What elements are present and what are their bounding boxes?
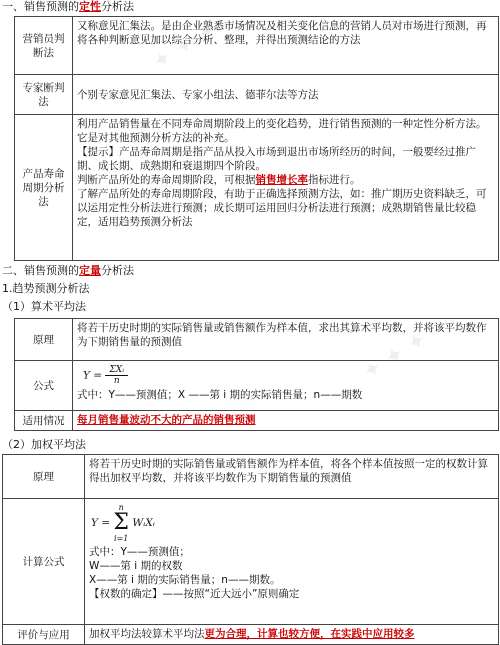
heading-text: 分析法 xyxy=(101,264,134,277)
formula-description: X——第 i 期的实际销售量；n——期数。 xyxy=(89,574,281,586)
text: 加权平均法较算术平均法 xyxy=(89,628,205,640)
row-label: 公式 xyxy=(15,361,73,411)
row-label: 计算公式 xyxy=(3,499,85,625)
formula-description: 【权数的确定】——按照“近大远小”原则确定 xyxy=(89,588,300,600)
text: 指标进行。 xyxy=(308,174,361,186)
fraction-denominator: n xyxy=(113,376,120,386)
section1-heading xyxy=(2,0,134,14)
sigma-icon: Σ xyxy=(113,510,129,535)
row-label: 专家断判法 xyxy=(15,75,73,115)
sum-lower: i=1 xyxy=(114,534,129,543)
formula-fraction xyxy=(105,365,128,386)
subheading: （1）算术平均法 xyxy=(2,300,86,313)
row-content: 个别专家意见汇集法、专家小组法、德菲尔法等方法 xyxy=(73,75,499,115)
row-label: 评价与应用 xyxy=(3,625,85,645)
row-label: 适用情况 xyxy=(15,411,73,431)
paragraph xyxy=(77,173,494,187)
fraction-numerator: ΣXᵢ xyxy=(105,365,128,376)
sum-operator xyxy=(113,503,129,543)
row-content: 将若干历史时期的实际销售量或销售额作为样本值，将各个样本值按照一定的权数计算得出加权平均数，并将该平均数作为下期销售量的预测值 xyxy=(85,455,499,499)
paragraph: 了解产品所处的寿命周期阶段，有助于正确选择预测方法，如：推广期历史资料缺乏，可以运用定性分析法进行预测；成长期可运用回归分析法进行预测；成熟期销售量比较稳定，适用趋势预测分析法 xyxy=(77,188,487,228)
formula-lhs: Y = xyxy=(83,369,103,382)
sum-upper: n xyxy=(118,503,124,512)
formula-description: 式中：Y——预测值； xyxy=(89,546,190,558)
formula xyxy=(77,363,494,388)
row-content: 又称意见汇集法。是由企业熟悉市场情况及相关变化信息的营销人员对市场进行预测，再将各种判断意见加以综合分析、整理，并得出预测结论的方法 xyxy=(73,17,499,75)
row-label: 营销员判断法 xyxy=(15,17,73,75)
subheading: （2）加权平均法 xyxy=(2,438,86,451)
formula-lhs: Y = xyxy=(91,517,111,529)
arithmetic-mean-table xyxy=(14,318,499,431)
highlight-text: 更为合理，计算也较方便，在实践中应用较多 xyxy=(204,628,415,640)
heading-text: 二、销售预测的 xyxy=(2,264,79,277)
row-content xyxy=(85,499,499,625)
formula-description: 式中：Y——预测值；X ——第 i 期的实际销售量；n——期数 xyxy=(77,389,363,401)
row-content xyxy=(73,115,499,261)
watermark: ✦ ✦ ✦ xyxy=(148,17,222,76)
paragraph: 利用产品销售量在不同寿命周期阶段上的变化趋势，进行销售预测的一种定性分析方法。它是对其他预测分析方法的补充。 xyxy=(77,118,487,144)
formula xyxy=(89,501,494,545)
heading-highlight: 定量 xyxy=(79,264,101,277)
section2-heading xyxy=(2,264,134,278)
tip-paragraph: 【提示】产品寿命周期是指产品从投入市场到退出市场所经历的时间，一般要经过推广期、成长期、成熟期和衰退期四个阶段。 xyxy=(77,146,476,172)
row-label: 产品寿命周期分析法 xyxy=(15,115,73,261)
weighted-mean-table xyxy=(2,454,499,645)
row-label: 原理 xyxy=(15,319,73,361)
row-content xyxy=(73,361,499,411)
qualitative-table xyxy=(14,16,499,261)
heading-highlight: 定性 xyxy=(79,0,101,13)
row-content: 将若干历史时期的实际销售量或销售额作为样本值，求出其算术平均数，并将该平均数作为下期销售量的预测值 xyxy=(73,319,499,361)
row-content xyxy=(73,411,499,431)
subheading: 1.趋势预测分析法 xyxy=(2,282,90,295)
watermark: ✦ ✦ ✦ xyxy=(358,327,432,386)
row-label: 原理 xyxy=(3,455,85,499)
formula-description: W——第 i 期的权数 xyxy=(89,560,183,572)
text: 判断产品所处的寿命周期阶段，可根据 xyxy=(77,174,256,186)
formula-term: WᵢXᵢ xyxy=(132,517,155,529)
highlight-text: 销售增长率 xyxy=(255,174,308,186)
heading-text: 一、销售预测的 xyxy=(2,0,79,13)
row-content xyxy=(85,625,499,645)
highlight-text: 每月销售量波动不大的产品的销售预测 xyxy=(77,414,256,426)
heading-text: 分析法 xyxy=(101,0,134,13)
